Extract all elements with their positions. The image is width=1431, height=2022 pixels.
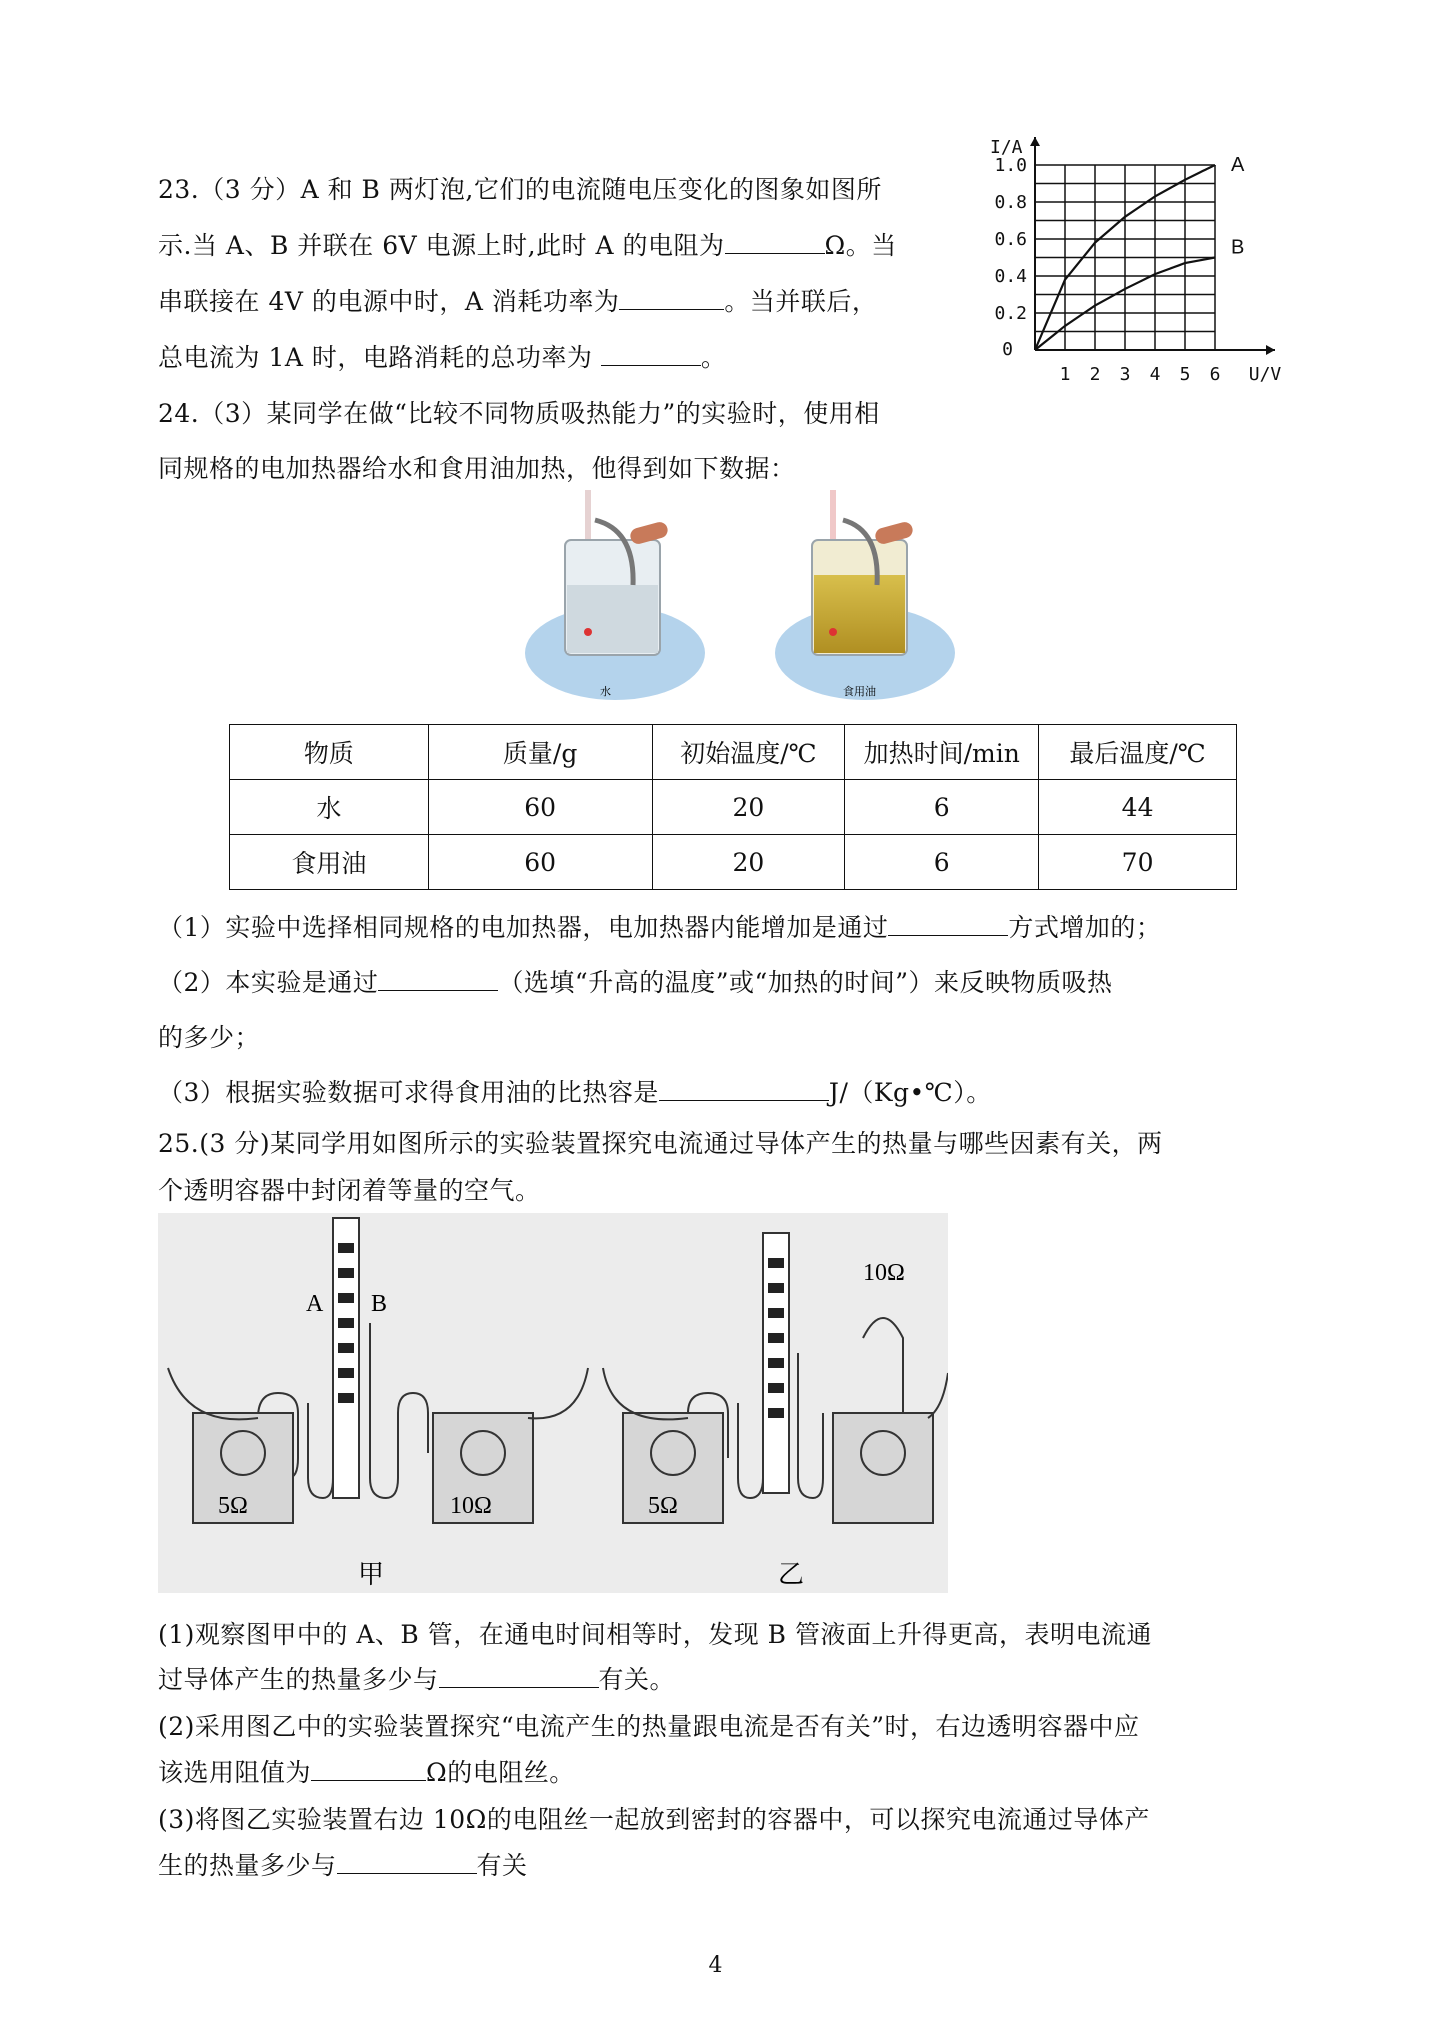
table-cell: 6 [845, 835, 1039, 890]
q23-answer-blank-3[interactable] [601, 339, 701, 366]
q23-answer-blank-2[interactable] [619, 283, 724, 310]
water-liquid [567, 585, 658, 653]
table-header-cell: 加热时间/min [845, 725, 1039, 780]
y-axis-arrow [1030, 137, 1040, 146]
q23-line-3-text: 串联接在 4V 的电源中时，A 消耗功率为 [158, 287, 620, 316]
q24-answer-blank-1[interactable] [888, 909, 1008, 936]
q23-line-4 [158, 338, 726, 374]
q25-sub2-line-2 [158, 1753, 575, 1789]
x-tick-label: 3 [1119, 364, 1131, 385]
q25-sub1-tail: 有关。 [598, 1665, 676, 1694]
q25-answer-blank-3[interactable] [337, 1847, 477, 1874]
q24-sub1 [158, 908, 1161, 944]
x-tick-label: 6 [1209, 364, 1221, 385]
q24-sub2-text: （2）本实验是通过 [158, 968, 379, 997]
table-cell: 60 [428, 835, 652, 890]
q24-sub1-text: （1）实验中选择相同规格的电加热器，电加热器内能增加是通过 [158, 913, 889, 942]
q23-line-2 [158, 226, 897, 262]
series-label-b: B [1231, 236, 1245, 259]
q24-answer-blank-3[interactable] [659, 1074, 829, 1101]
iu-chart [985, 125, 1295, 395]
x-tick-label: 5 [1179, 364, 1191, 385]
water-thermometer-bulb [584, 628, 592, 636]
table-cell: 水 [230, 780, 429, 835]
y-tick-label: 0.4 [994, 266, 1027, 287]
table-cell: 70 [1039, 835, 1237, 890]
caption-yi: 乙 [778, 1560, 805, 1589]
q25-sub3-tail: 有关 [476, 1851, 528, 1880]
q25-answer-blank-2[interactable] [311, 1754, 426, 1781]
table-header-row [230, 725, 1237, 780]
table-header-cell: 最后温度/℃ [1039, 725, 1237, 780]
table-cell: 6 [845, 780, 1039, 835]
q23-line-3 [158, 282, 877, 318]
q25-sub1-text: 过导体产生的热量多少与 [158, 1665, 439, 1694]
origin-label: 0 [1002, 339, 1013, 360]
q23-line-4-tail: 。 [700, 343, 727, 372]
tube-b-label: B [371, 1291, 388, 1317]
table-cell: 20 [652, 835, 845, 890]
page-number: 4 [708, 1953, 723, 1978]
water-beaker-setup [525, 490, 705, 700]
q24-sub3-tail: J/（Kg•℃）。 [828, 1078, 992, 1107]
oil-beaker-setup [775, 490, 955, 700]
q25-sub1-line-2 [158, 1660, 675, 1696]
container-right-yi [833, 1413, 933, 1523]
q25-sub2-text: 该选用阻值为 [158, 1758, 312, 1787]
table-cell: 食用油 [230, 835, 429, 890]
q24-sub2 [158, 963, 1113, 999]
q25-sub3-line-1: (3)将图乙实验装置右边 10Ω的电阻丝一起放到密封的容器中，可以探究电流通过导体产 [158, 1805, 1150, 1834]
q25-sub1-line-1: (1)观察图甲中的 A、B 管，在通电时间相等时，发现 B 管液面上升得更高，表明电流通 [158, 1620, 1153, 1649]
q24-sub2-cont: 的多少； [158, 1023, 261, 1052]
x-tick-label: 2 [1089, 364, 1101, 385]
oil-thermometer-bulb [829, 628, 837, 636]
q24-line-2: 同规格的电加热器给水和食用油加热，他得到如下数据： [158, 454, 796, 483]
resistor-label-5ohm-left: 5Ω [218, 1493, 248, 1519]
q25-sub2-tail: Ω的电阻丝。 [426, 1758, 575, 1787]
y-axis-label: I/A [990, 137, 1023, 158]
q23-line-1: 23.（3 分）A 和 B 两灯泡,它们的电流随电压变化的图象如图所 [158, 175, 882, 204]
data-table [229, 724, 1237, 890]
q25-sub3-text: 生的热量多少与 [158, 1851, 337, 1880]
x-tick-label: 1 [1059, 364, 1071, 385]
apparatus-figure [158, 1213, 948, 1593]
q24-sub3 [158, 1073, 992, 1109]
q24-sub3-text: （3）根据实验数据可求得食用油的比热容是 [158, 1078, 659, 1107]
q23-line-3-tail: 。当并联后， [724, 287, 878, 316]
oil-label: 食用油 [843, 686, 876, 698]
q24-sub2-tail: （选填“升高的温度”或“加热的时间”）来反映物质吸热 [498, 968, 1113, 997]
series-label-a: A [1231, 154, 1245, 176]
table-header-cell: 质量/g [428, 725, 652, 780]
q23-line-2-unit: Ω。当 [824, 231, 897, 260]
table-cell: 44 [1039, 780, 1237, 835]
water-label: 水 [600, 686, 611, 698]
oil-liquid [814, 575, 905, 653]
external-resistor-label: 10Ω [863, 1260, 905, 1286]
q25-answer-blank-1[interactable] [439, 1661, 599, 1688]
table-header-cell: 物质 [230, 725, 429, 780]
scale-bar-left [333, 1218, 359, 1498]
figure-background [158, 1213, 948, 1593]
y-tick-label: 0.2 [994, 303, 1027, 324]
q25-sub2-line-1: (2)采用图乙中的实验装置探究“电流产生的热量跟电流是否有关”时，右边透明容器中应 [158, 1712, 1140, 1741]
table-row [230, 780, 1237, 835]
q23-answer-blank-1[interactable] [725, 227, 825, 254]
x-axis-label: U/V [1248, 364, 1282, 385]
q23-line-2-text: 示.当 A、B 并联在 6V 电源上时,此时 A 的电阻为 [158, 231, 725, 260]
q25-sub3-line-2 [158, 1846, 528, 1882]
q24-answer-blank-2[interactable] [378, 964, 498, 991]
q25-line-1: 25.(3 分)某同学用如图所示的实验装置探究电流通过导体产生的热量与哪些因素有关，两 [158, 1129, 1163, 1158]
x-tick-label: 4 [1149, 364, 1161, 385]
y-tick-label: 1.0 [994, 155, 1027, 176]
tube-a-label: A [306, 1291, 324, 1317]
beaker-figure [525, 490, 955, 705]
resistor-label-5ohm-right: 5Ω [648, 1493, 678, 1519]
y-tick-label: 0.8 [994, 192, 1027, 213]
q24-line-1: 24.（3）某同学在做“比较不同物质吸热能力”的实验时，使用相 [158, 399, 880, 428]
caption-jia: 甲 [358, 1560, 385, 1589]
table-cell: 60 [428, 780, 652, 835]
q23-line-4-text: 总电流为 1A 时，电路消耗的总功率为 [158, 343, 593, 372]
x-axis-arrow [1266, 345, 1275, 355]
resistor-label-10ohm-left: 10Ω [450, 1493, 492, 1519]
table-row [230, 835, 1237, 890]
q24-sub1-tail: 方式增加的； [1008, 913, 1162, 942]
table-header-cell: 初始温度/℃ [652, 725, 845, 780]
q25-line-2: 个透明容器中封闭着等量的空气。 [158, 1176, 541, 1205]
table-cell: 20 [652, 780, 845, 835]
y-tick-label: 0.6 [994, 229, 1027, 250]
